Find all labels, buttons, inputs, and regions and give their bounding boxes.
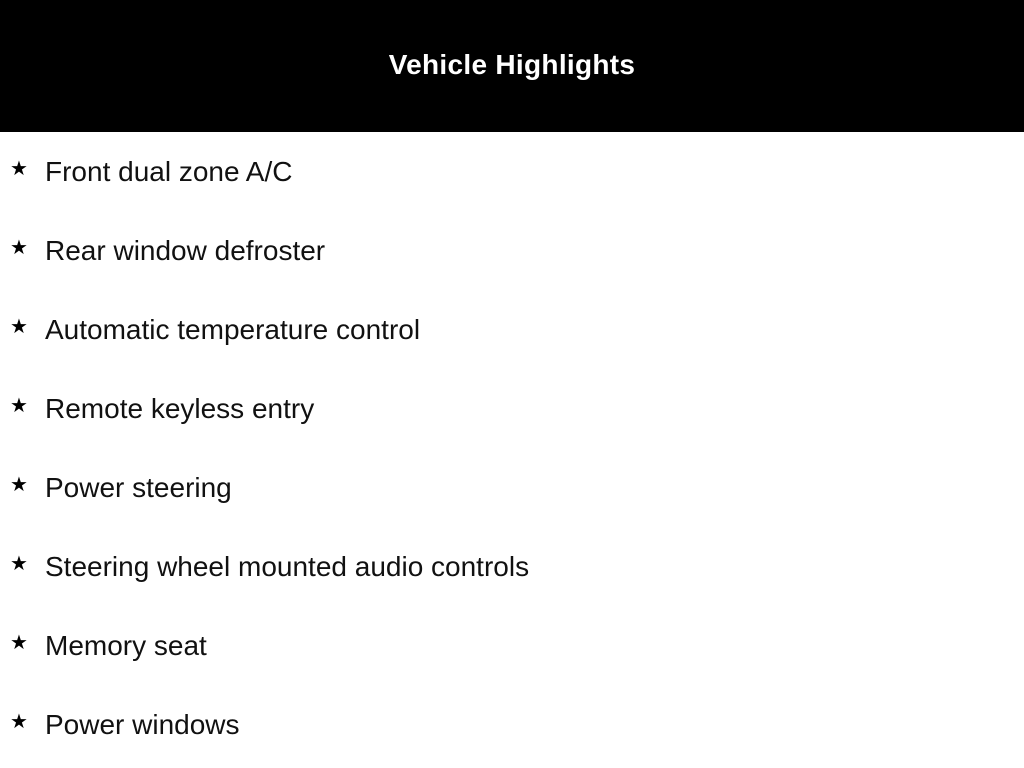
star-icon: ★ (10, 472, 28, 496)
list-item-label: Rear window defroster (45, 235, 326, 266)
star-icon: ★ (10, 156, 28, 180)
list-item-label: Memory seat (45, 630, 207, 661)
star-icon: ★ (10, 393, 28, 417)
page-title: Vehicle Highlights (388, 49, 636, 80)
page-header (0, 0, 1024, 132)
list-item-label: Automatic temperature control (45, 314, 421, 345)
list-item-label: Steering wheel mounted audio controls (45, 551, 530, 582)
star-icon: ★ (10, 709, 28, 733)
star-icon: ★ (10, 235, 28, 259)
star-icon: ★ (10, 630, 28, 654)
list-item-label: Front dual zone A/C (45, 156, 293, 187)
star-icon: ★ (10, 314, 28, 338)
list-item-label: Power windows (45, 709, 240, 740)
list-item-label: Remote keyless entry (45, 393, 315, 424)
star-icon: ★ (10, 551, 28, 575)
list-item-label: Power steering (45, 472, 232, 503)
